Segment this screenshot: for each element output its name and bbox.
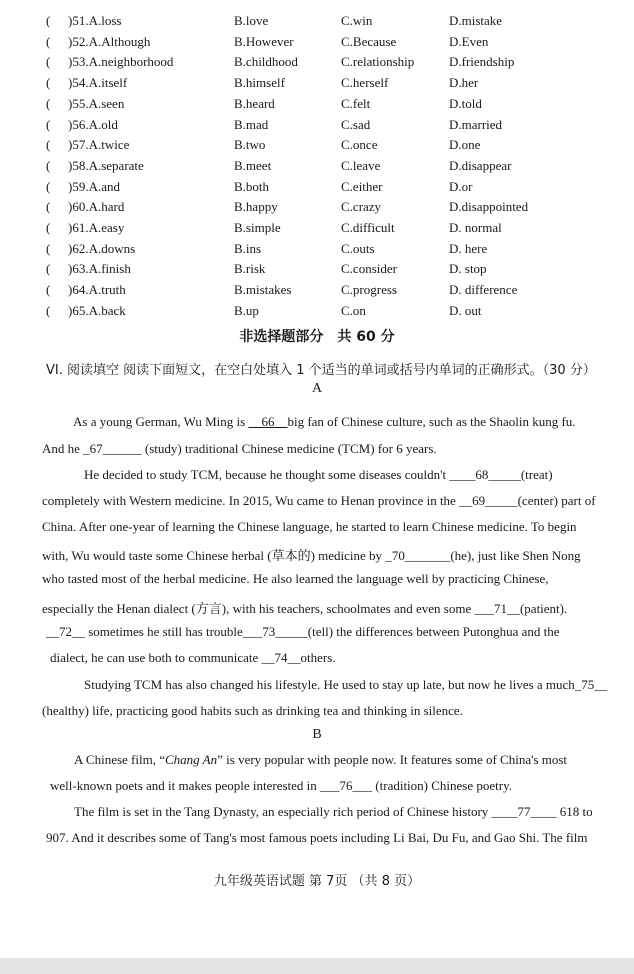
passage-a-line-4: completely with Western medicine. In 2015, Wu came to Henan province in the __69_____(center) part of — [42, 493, 596, 508]
option-d: D.told — [449, 95, 482, 111]
blank-71[interactable]: ___71__ — [474, 601, 520, 616]
option-d: D.mistake — [449, 13, 503, 28]
option-c: C.consider — [341, 261, 397, 277]
option-b: B.ins — [234, 240, 262, 256]
option-b: B.simple — [234, 220, 281, 235]
option-b: B.two — [234, 137, 266, 153]
answer-paren[interactable]: ( — [46, 261, 51, 277]
question-row — [0, 301, 634, 321]
blank-66[interactable]: __66__ — [248, 414, 288, 429]
option-b: B.mistakes — [234, 282, 292, 298]
passage-a-line-12: (healthy) life, practicing good habits such as drinking tea and thinking in silence. — [42, 703, 463, 718]
answer-paren[interactable]: ( — [46, 137, 51, 153]
option-d: D.friendship — [449, 54, 515, 70]
passage-a-line-9: __72__ sometimes he still has trouble___73_____(tell) the differences between Putonghua and the — [46, 624, 560, 639]
section-vi-instructions: VI. 阅读填空 阅读下面短文，在空白处填入 1 个适当的单词或括号内单词的正确形式。（30 分） — [46, 363, 596, 378]
answer-paren[interactable]: ( — [46, 13, 51, 28]
option-b: B.himself — [234, 75, 285, 91]
answer-paren[interactable]: ( — [46, 282, 51, 298]
option-a: )52.A.Although — [68, 33, 151, 49]
option-c: C.once — [341, 137, 378, 153]
blank-74[interactable]: __74__ — [261, 650, 301, 665]
option-a: )63.A.finish — [68, 261, 131, 277]
page-footer: 九年级英语试题 第 7页 （共 8 页） — [213, 874, 421, 889]
option-a: )59.A.and — [68, 178, 120, 194]
answer-paren[interactable]: ( — [46, 199, 51, 215]
blank-76[interactable]: ___76___ — [320, 778, 373, 793]
option-d: D. here — [449, 240, 488, 256]
answer-paren[interactable]: ( — [46, 95, 51, 111]
bottom-scan-edge — [0, 958, 634, 974]
section-title: 非选择题部分 共 60 分 — [239, 329, 395, 345]
option-d: D. out — [449, 302, 482, 318]
answer-paren[interactable]: ( — [46, 302, 51, 318]
option-b: B.happy — [234, 199, 278, 215]
option-c: C.Because — [341, 33, 397, 49]
option-c: C.either — [341, 178, 383, 194]
answer-paren[interactable]: ( — [46, 240, 51, 256]
question-row — [0, 52, 634, 72]
question-row — [0, 94, 634, 114]
option-d: D. difference — [449, 282, 518, 298]
passage-a-line-8: especially the Henan dialect (方言), with his teachers, schoolmates and even some ___71__(patient). — [42, 601, 568, 616]
question-row — [0, 11, 634, 31]
option-c: C.sad — [341, 116, 371, 132]
option-a: )57.A.twice — [68, 137, 130, 153]
passage-a-line-10: dialect, he can use both to communicate __74__others. — [50, 650, 336, 665]
option-c: C.crazy — [341, 199, 382, 215]
option-c: C.progress — [341, 282, 397, 298]
option-d: D.or — [449, 178, 473, 194]
answer-paren[interactable]: ( — [46, 178, 51, 194]
option-a: )61.A.easy — [68, 220, 125, 235]
option-b: B.both — [234, 178, 270, 194]
question-row — [0, 177, 634, 197]
film-title: Chang An — [165, 752, 218, 767]
option-b: B.up — [234, 302, 259, 318]
option-b: B.meet — [234, 157, 272, 173]
option-a: )55.A.seen — [68, 95, 125, 111]
option-a: )51.A.loss — [68, 13, 122, 28]
option-b: B.mad — [234, 116, 269, 132]
option-b: B.risk — [234, 261, 266, 277]
option-a: )64.A.truth — [68, 282, 126, 298]
option-d: D.married — [449, 116, 503, 132]
option-a: )60.A.hard — [68, 199, 125, 215]
option-c: C.herself — [341, 75, 389, 91]
option-b: B.love — [234, 13, 269, 28]
question-row — [0, 218, 634, 238]
passage-a-line-1: As a young German, Wu Ming is __66__big fan of Chinese culture, such as the Shaolin kung fu. — [73, 414, 576, 429]
question-row — [0, 135, 634, 155]
option-c: C.felt — [341, 95, 371, 111]
blank-67[interactable]: _67______ — [83, 441, 142, 456]
answer-paren[interactable]: ( — [46, 33, 51, 49]
option-d: D.her — [449, 75, 479, 91]
option-c: C.win — [341, 13, 373, 28]
blank-69[interactable]: __69_____ — [459, 493, 518, 508]
option-b: B.heard — [234, 95, 275, 111]
blank-70[interactable]: _70_______ — [385, 548, 451, 563]
passage-b-line-4: 907. And it describes some of Tang's most famous poets including Li Bai, Du Fu, and Gao Shi. The film — [46, 830, 588, 845]
answer-paren[interactable]: ( — [46, 157, 51, 173]
option-c: C.relationship — [341, 54, 415, 70]
passage-a-line-7: who tasted most of the herbal medicine. He also learned the language well by practicing Chinese, — [42, 571, 549, 586]
passage-a-line-6: with, Wu would taste some Chinese herbal (草本的) medicine by _70_______(he), just like Shen Nong — [42, 548, 581, 563]
passage-b-line-1: A Chinese film, “Chang An” is very popular with people now. It features some of China's most — [74, 752, 568, 767]
option-a: )53.A.neighborhood — [68, 54, 174, 70]
option-d: D.disappointed — [449, 199, 529, 215]
question-row — [0, 156, 634, 176]
answer-paren[interactable]: ( — [46, 116, 51, 132]
answer-paren[interactable]: ( — [46, 75, 51, 91]
option-d: D.one — [449, 137, 481, 153]
blank-73[interactable]: ___73_____ — [242, 624, 308, 639]
blank-77[interactable]: ____77____ — [491, 804, 557, 819]
passage-a-line-11: Studying TCM has also changed his lifestyle. He used to stay up late, but now he lives a much_75__ — [84, 677, 608, 692]
option-b: B.childhood — [234, 54, 298, 70]
option-c: C.leave — [341, 157, 381, 173]
blank-68[interactable]: ____68_____ — [449, 467, 521, 482]
passage-a-label: A — [311, 381, 323, 396]
option-a: )54.A.itself — [68, 75, 128, 91]
option-d: D.disappear — [449, 157, 512, 173]
option-c: C.difficult — [341, 220, 395, 235]
option-a: )65.A.back — [68, 302, 126, 318]
option-a: )62.A.downs — [68, 240, 136, 256]
option-c: C.on — [341, 302, 366, 318]
question-row — [0, 197, 634, 217]
option-b: B.However — [234, 33, 294, 49]
option-d: D. normal — [449, 220, 502, 235]
question-row — [0, 259, 634, 279]
question-row — [0, 32, 634, 52]
blank-75[interactable]: _75__ — [574, 677, 608, 692]
option-c: C.outs — [341, 240, 375, 256]
passage-a-line-2: And he _67______ (study) traditional Chinese medicine (TCM) for 6 years. — [42, 441, 437, 456]
option-a: )56.A.old — [68, 116, 118, 132]
passage-a-line-5: China. After one-year of learning the Chinese language, he started to learn Chinese medicine. To begin — [42, 519, 577, 534]
question-row — [0, 280, 634, 300]
option-a: )58.A.separate — [68, 157, 144, 173]
option-d: D.Even — [449, 33, 489, 49]
passage-b-line-2: well-known poets and it makes people interested in ___76___ (tradition) Chinese poetry. — [50, 778, 512, 793]
answer-paren[interactable]: ( — [46, 54, 51, 70]
option-d: D. stop — [449, 261, 487, 277]
question-row — [0, 239, 634, 259]
passage-a-line-3: He decided to study TCM, because he thought some diseases couldn't ____68_____(treat) — [84, 467, 553, 482]
question-row — [0, 115, 634, 135]
passage-b-line-3: The film is set in the Tang Dynasty, an especially rich period of Chinese history ____77____ 618 to — [74, 804, 593, 819]
passage-b-label: B — [312, 727, 322, 742]
blank-72[interactable]: __72__ — [46, 624, 85, 639]
answer-paren[interactable]: ( — [46, 220, 51, 235]
question-row — [0, 73, 634, 93]
